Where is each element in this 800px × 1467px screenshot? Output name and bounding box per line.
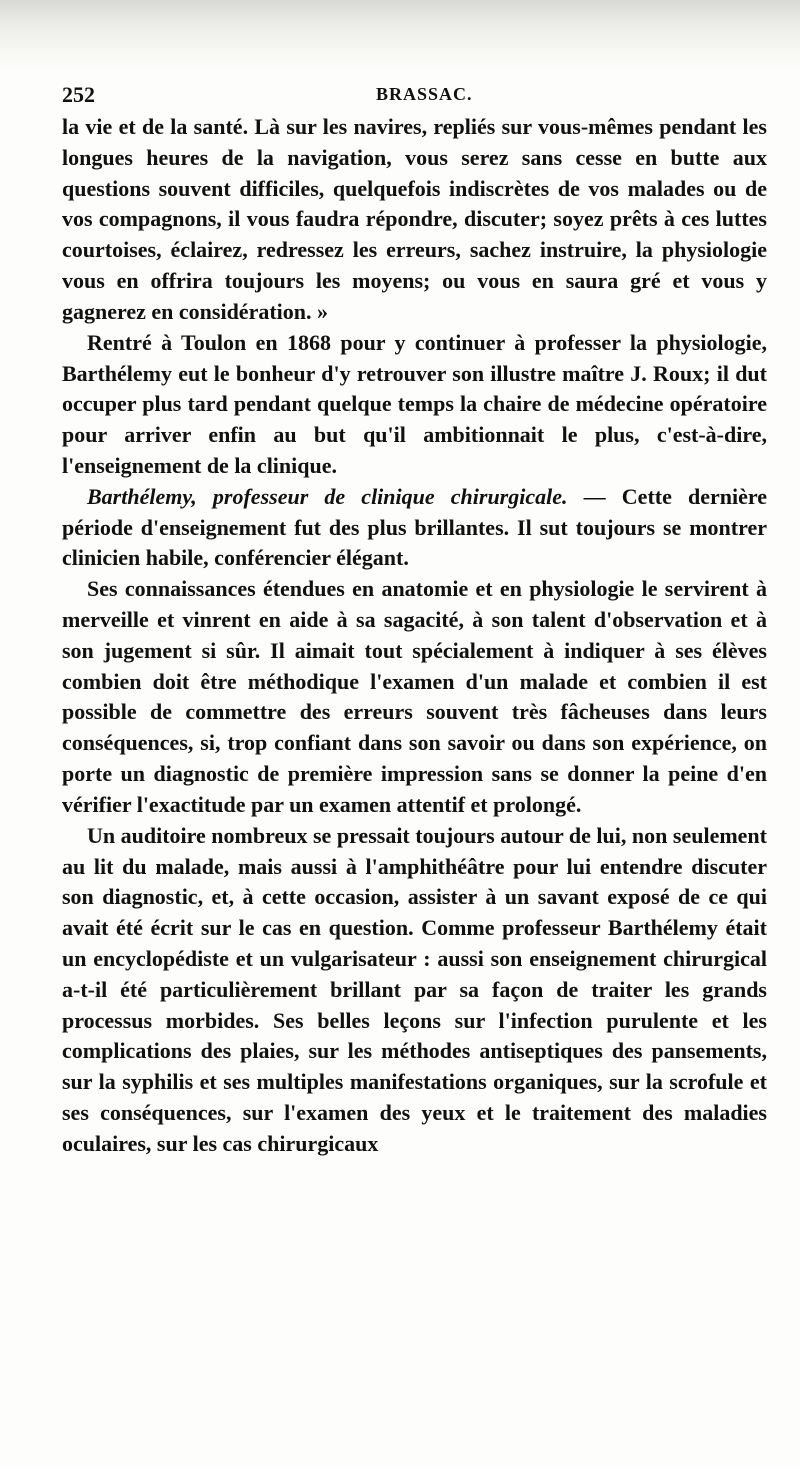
paragraph-4-text: Ses connaissances étendues en anatomie et en physiologie le servirent à merveille et vinrent en aide à sa sagacité, à son talent d'observation et à son jugement si sûr. Il aimait tout spécialement à indiquer à ses élèves combien doit être méthodique l'examen d'un malade et combien il est possible de commettre des erreurs souvent très fâcheuses dans leurs conséquences, si, trop confiant dans son savoir ou dans son expérience, on porte un diagnostic de première impression sans se donner la peine d'en vérifier l'exactitude par un examen attentif et prolongé. <box>62 576 767 817</box>
page-header <box>62 82 774 108</box>
paragraph-3 <box>62 482 767 574</box>
page-number: 252 <box>62 82 95 107</box>
section-title: Barthélemy, professeur de clinique chirurgicale. <box>87 483 568 509</box>
paragraph-5-text: Un auditoire nombreux se pressait toujours autour de lui, non seulement au lit du malade, mais aussi à l'amphithéâtre pour lui entendre discuter son diagnostic, et, à cette occasion, assister à un savant exposé de ce qui avait été écrit sur le cas en question. Comme professeur Barthélemy était un encyclopédiste et un vulgarisateur : aussi son enseignement chirurgical a-t-il été particulièrement brillant par sa façon de traiter les grands processus morbides. Ses belles leçons sur l'infection purulente et les complications des plaies, sur les méthodes antiseptiques des pansements, sur la syphilis et ses multiples manifestations organiques, sur la scrofule et ses conséquences, sur l'examen des yeux et le traitement des maladies oculaires, sur les cas chirurgicaux <box>62 822 767 1156</box>
paragraph-2 <box>62 328 767 482</box>
paragraph-2-text: Rentré à Toulon en 1868 pour y continuer à professer la physiologie, Barthélemy eut le bonheur d'y retrouver son illustre maître J. Roux; il dut occuper plus tard pendant quelque temps la chaire de médecine opératoire pour arriver enfin au but qu'il ambitionnait le plus, c'est-à-dire, l'enseignement de la clinique. <box>62 329 767 478</box>
paragraph-4 <box>62 574 767 821</box>
paragraph-1 <box>62 112 767 328</box>
paragraph-5 <box>62 821 767 1160</box>
paragraph-1-text: la vie et de la santé. Là sur les navires, repliés sur vous-mêmes pendant les longues heures de la navigation, vous serez sans cesse en butte aux questions souvent difficiles, quelquefois indiscrètes de vos malades ou de vos compagnons, il vous faudra répondre, discuter; soyez prêts à ces luttes courtoises, éclairez, redressez les erreurs, sachez instruire, la physiologie vous en offrira toujours les moyens; ou vous en saura gré et vous y gagnerez en considération. » <box>62 114 767 324</box>
scan-shadow <box>0 0 800 70</box>
running-head: BRASSAC. <box>376 84 473 104</box>
paragraph-3-text: — Cette dernière période d'enseignement fut des plus brillantes. Il sut toujours se montrer clinicien habile, conférencier élégant. <box>62 483 768 571</box>
body-text <box>62 112 767 1160</box>
